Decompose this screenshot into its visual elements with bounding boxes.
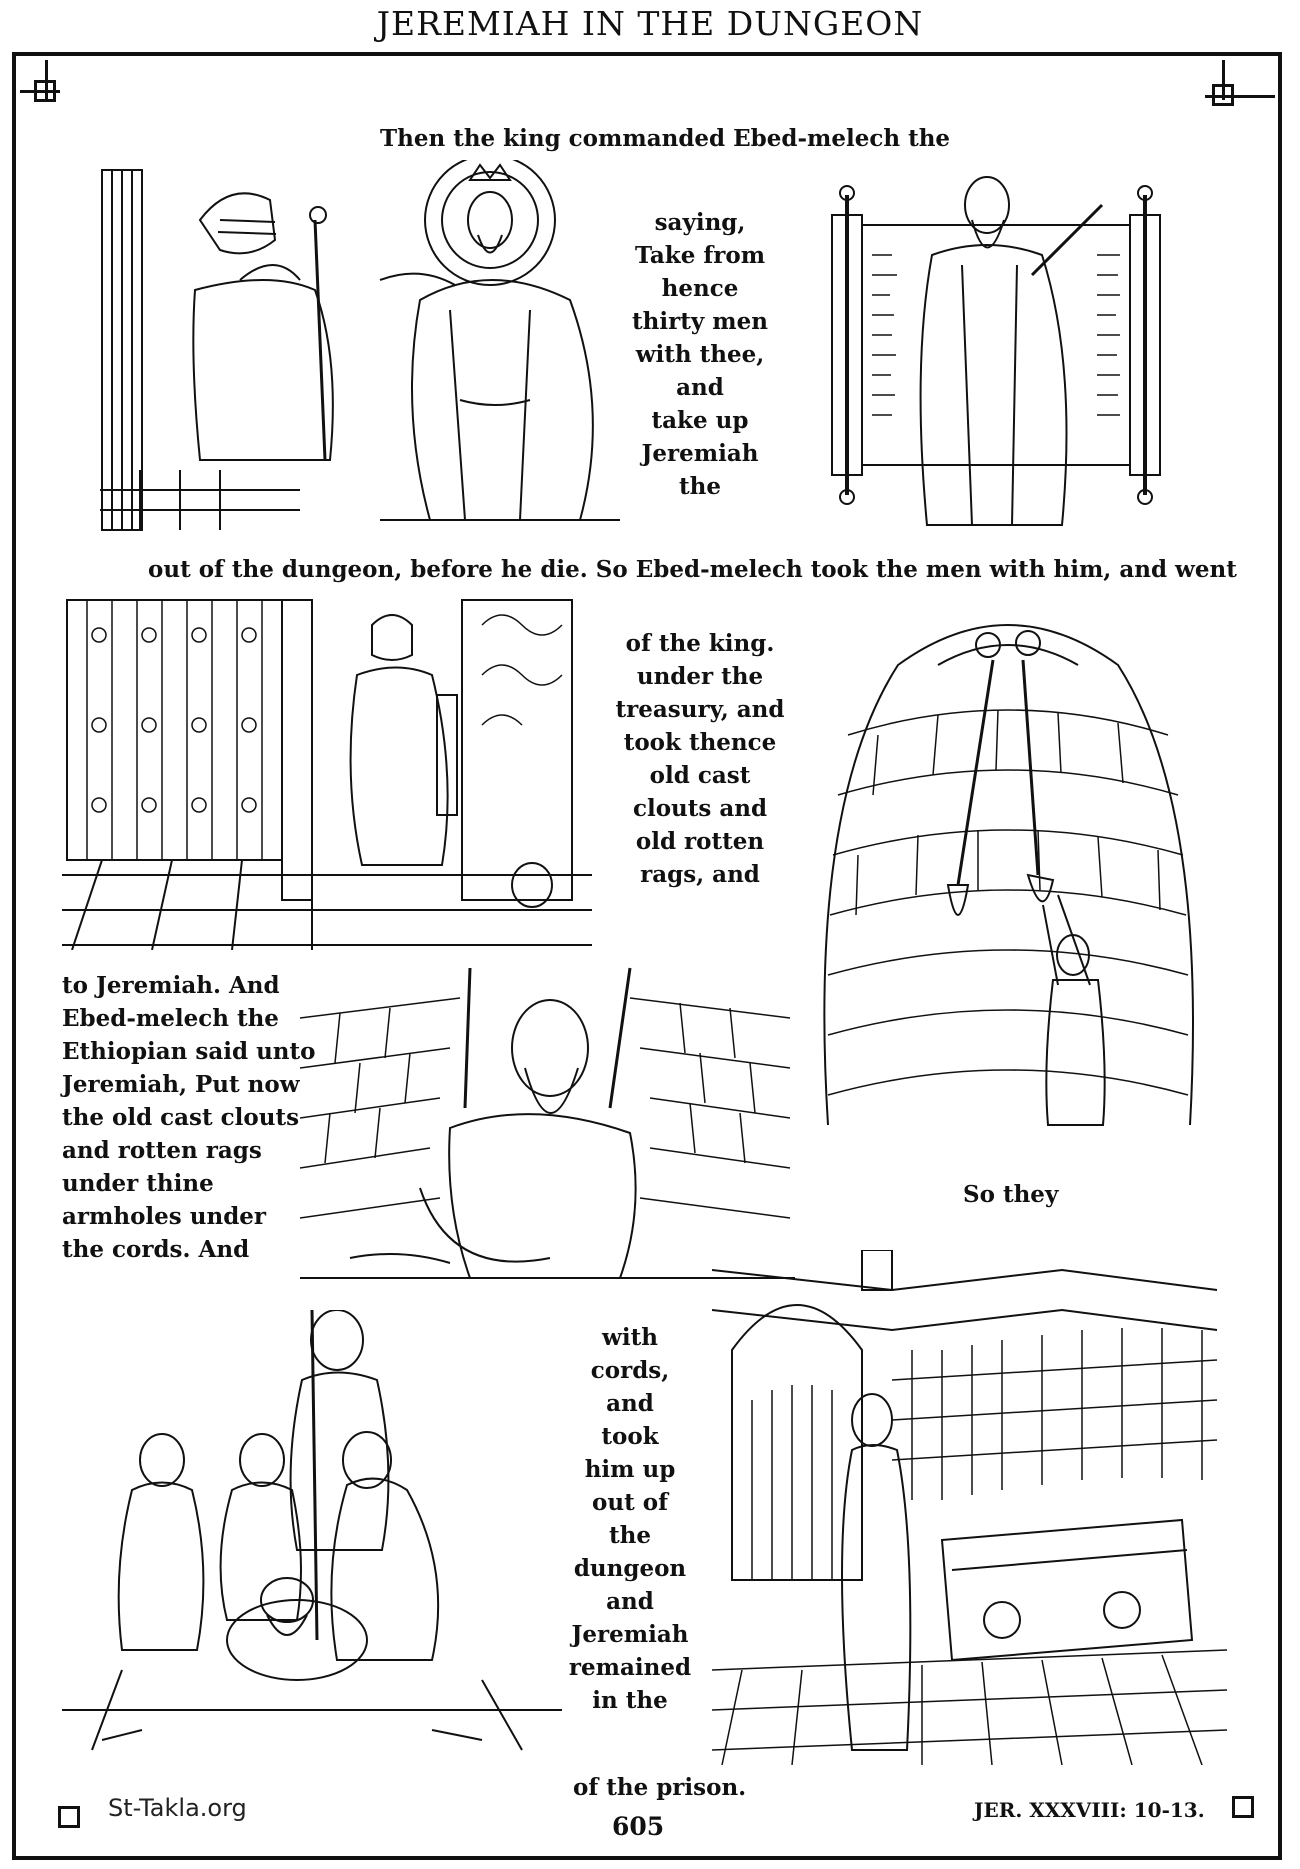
caption-line: of the king. [625, 630, 775, 657]
caption-line: the cords. And [62, 1236, 250, 1263]
caption-line: remained [568, 1654, 692, 1681]
caption-line: old cast [649, 762, 751, 789]
illustration-treasury-doorway [62, 595, 592, 950]
page-number: 605 [612, 1812, 665, 1841]
caption-line: the old cast clouts [62, 1104, 300, 1131]
caption-line: the [609, 1522, 651, 1549]
caption-line: Jeremiah [641, 440, 759, 467]
caption-line: the [679, 473, 721, 500]
caption-column-4 [565, 1321, 695, 1717]
illustration-king-commands-ebed-melech [100, 160, 625, 540]
frame-rule-right [1222, 60, 1225, 100]
caption-line: Ethiopian said unto [62, 1038, 316, 1065]
frame-rule-left [45, 60, 48, 100]
illustration-cords-lowered-into-cistern [818, 605, 1200, 1130]
page-title: JEREMIAH IN THE DUNGEON [376, 4, 924, 43]
illustration-court-of-the-prison [712, 1250, 1227, 1765]
caption-line: hence [661, 275, 739, 302]
caption-line: and [676, 374, 724, 401]
caption-line: thirty men [632, 308, 768, 335]
caption-line: Jeremiah [571, 1621, 689, 1648]
illustration-jeremiah-in-mire [300, 958, 795, 1293]
illustration-prophet-with-scroll [812, 165, 1192, 535]
caption-column-1 [615, 206, 785, 503]
caption-column-3 [62, 969, 316, 1266]
caption-line: and [606, 1390, 654, 1417]
caption-line-1: Then the king commanded Ebed-melech the [380, 125, 951, 152]
watermark-text: St-Takla.org [108, 1794, 247, 1822]
frame-rule-top-left [20, 90, 60, 93]
caption-line: with thee, [635, 341, 765, 368]
caption-line: armholes under [62, 1203, 267, 1230]
caption-line: in the [592, 1687, 668, 1714]
caption-line: cords, [590, 1357, 670, 1384]
caption-so-they: So they [963, 1181, 1059, 1208]
caption-line: to Jeremiah. And [62, 972, 280, 999]
caption-line-2: out of the dungeon, before he die. So Ebed-melech took the men with him, and went [148, 556, 1237, 583]
caption-line: took thence [623, 729, 777, 756]
caption-line: take up [651, 407, 749, 434]
caption-line: Jeremiah, Put now [62, 1071, 300, 1098]
caption-line: clouts and [632, 795, 768, 822]
caption-line: out of [592, 1489, 668, 1516]
corner-ornament-bottom-left [58, 1806, 80, 1828]
caption-line: treasury, and [615, 696, 785, 723]
scripture-reference: JER. XXXVIII: 10-13. [974, 1798, 1205, 1822]
caption-line: took [601, 1423, 659, 1450]
caption-line: and rotten rags [62, 1137, 262, 1164]
caption-line: old rotten [635, 828, 765, 855]
caption-line: with [602, 1324, 658, 1351]
illustration-men-lifting-jeremiah [62, 1310, 562, 1755]
caption-line: under the [636, 663, 764, 690]
caption-last-line: of the prison. [573, 1774, 747, 1801]
caption-line: rags, and [640, 861, 760, 888]
caption-line: him up [584, 1456, 676, 1483]
corner-ornament-bottom-right [1232, 1796, 1254, 1818]
caption-line: saying, [654, 209, 746, 236]
caption-line: dungeon [573, 1555, 687, 1582]
frame-rule-top-right [1205, 95, 1275, 98]
caption-line: Take from [634, 242, 766, 269]
caption-line: under thine [62, 1170, 214, 1197]
caption-column-2 [610, 627, 790, 891]
caption-line: Ebed-melech the [62, 1005, 279, 1032]
caption-line: and [606, 1588, 654, 1615]
